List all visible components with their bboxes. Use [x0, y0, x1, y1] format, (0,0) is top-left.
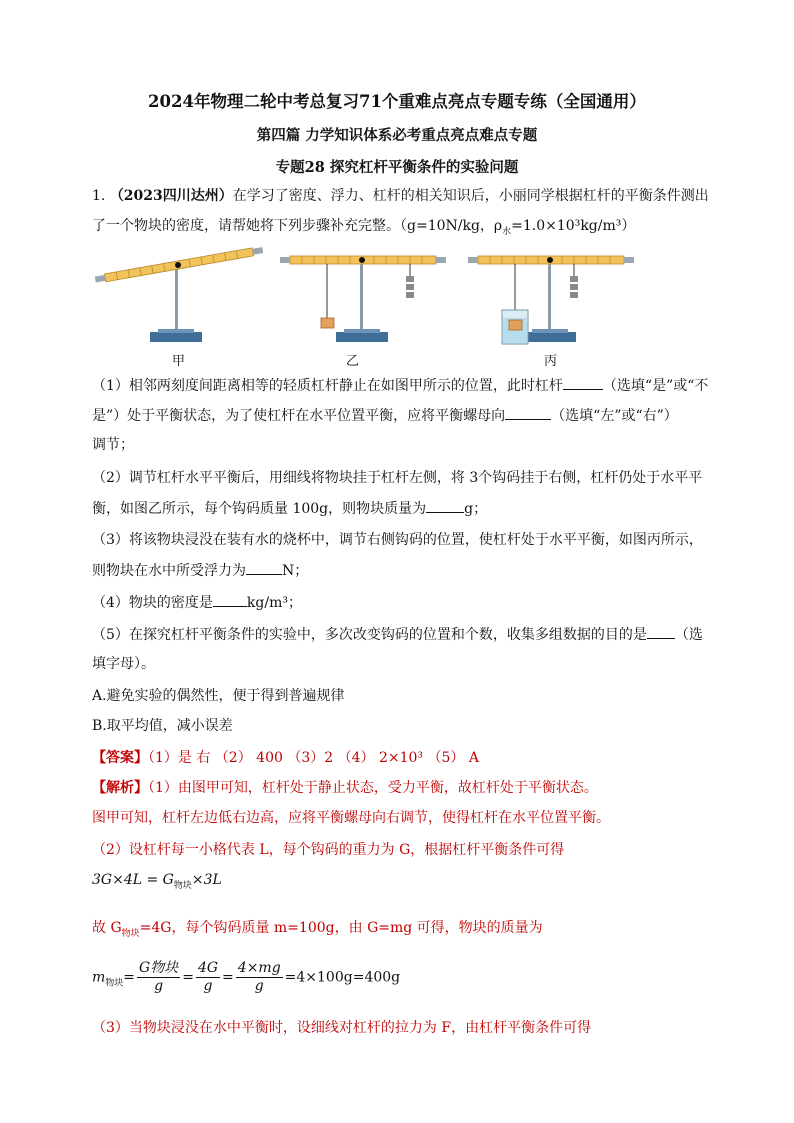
answer-line — [92, 748, 479, 768]
q1-text-d: （选填“左”或“右”） — [551, 408, 678, 424]
q1-text-a: （1）相邻两刻度间距离相等的轻质杠杆静止在如图甲所示的位置，此时杠杆 — [92, 378, 563, 394]
intro-text: 在学习了密度、浮力、杠杆的相关知识后，小丽同学根据杠杆的平衡条件测出 — [232, 188, 709, 204]
analysis-line-3: （2）设杠杆每一小格代表 L，每个钩码的重力为 G，根据杠杆平衡条件可得 — [92, 842, 565, 858]
option-b: B.取平均值，减小误差 — [92, 718, 233, 734]
p4-text-b: =4G，每个钩码质量 m=100g，由 G=mg 可得，物块的质量为 — [139, 920, 543, 936]
eq1-subscript: 物块 — [173, 880, 192, 891]
part-heading: 第四篇 力学知识体系必考重点亮点难点专题 — [256, 127, 538, 144]
analysis-p1: （1）由图甲可知，杠杆处于静止状态，受力平衡，故杠杆处于平衡状态。 — [148, 780, 598, 796]
subquestion-5-line-2: 填字母）。 — [92, 656, 155, 672]
question-source: （2023四川达州） — [109, 188, 233, 204]
eq2-tail: =4×100g=400g — [284, 969, 401, 986]
fraction-1 — [137, 960, 180, 995]
analysis-line-5: （3）当物块浸没在水中平衡时，设细线对杠杆的拉力为 F，由杠杆平衡条件可得 — [92, 1020, 592, 1036]
fraction-2-numerator: 4G — [197, 960, 219, 976]
subquestion-3-line-1: （3）将该物块浸没在装有水的烧杯中，调节右侧钩码的位置，使杠杆处于水平平衡，如图丙所示， — [92, 532, 703, 548]
answer-blank-4[interactable] — [246, 560, 282, 575]
figure-yi — [278, 250, 448, 350]
equation-2: $m_{物块}=$ $\frac{\text{G物块}}{g}$ = $\frac{4G}{g}$ = $\frac{4\times mg}{g}$ =4×100g=400g — [92, 960, 401, 994]
fraction-3-numerator: 4×mg — [237, 960, 281, 976]
subquestion-2-line-2 — [92, 498, 487, 519]
analysis-label: 【解析】 — [92, 780, 148, 796]
q1-text-b: （选填“是”或“不 — [602, 378, 709, 394]
option-a: A.避免实验的偶然性，便于得到普遍规律 — [92, 688, 345, 704]
question-intro-line-1 — [92, 186, 709, 206]
answer-blank-2[interactable] — [505, 405, 551, 420]
subquestion-1-line-1 — [92, 375, 708, 396]
figure-jia — [92, 240, 272, 352]
q2-text-b: 衡，如图乙所示，每个钩码质量 100g，则物块质量为 — [92, 501, 427, 517]
eq1-right: ×3L — [191, 872, 222, 888]
p4-subscript: 物块 — [121, 928, 140, 939]
eq2-subscript: 物块 — [105, 978, 124, 989]
p4-text-a: 故 G — [92, 920, 122, 936]
question-number: 1. — [92, 188, 106, 204]
figure-label-bing: 丙 — [544, 354, 558, 369]
intro-text-2-tail: =1.0×10³kg/m³） — [511, 218, 636, 234]
rho-water-subscript: 水 — [502, 226, 512, 237]
fraction-1-denominator: g — [154, 978, 164, 994]
subquestion-1-line-2 — [92, 405, 678, 426]
q5-text-b: （选 — [674, 627, 703, 643]
eq2-m: m — [92, 969, 106, 986]
intro-text-2: 了一个物块的密度，请帮她将下列步骤补充完整。（g=10N/kg，ρ — [92, 218, 503, 234]
answer-blank-1[interactable] — [563, 375, 603, 390]
q2-text-c: g； — [464, 501, 488, 517]
eq1-left: 3G×4L = G — [92, 872, 174, 888]
analysis-line-1 — [92, 778, 598, 798]
question-intro-line-2 — [92, 216, 635, 242]
answer-blank-6[interactable] — [647, 624, 675, 639]
answer-text: （1）是 右 （2） 400 （3）2 （4） 2×10³ （5） A — [148, 750, 479, 766]
subquestion-3-line-2 — [92, 560, 308, 581]
fraction-3-denominator: g — [254, 978, 264, 994]
subquestion-2-line-1: （2）调节杠杆水平平衡后，用细线将物块挂于杠杆左侧，将 3个钩码挂于右侧，杠杆仍处于水平平 — [92, 470, 703, 486]
q5-text-a: （5）在探究杠杆平衡条件的实验中，多次改变钩码的位置和个数，收集多组数据的目的是 — [92, 627, 647, 643]
figure-label-yi: 乙 — [346, 354, 360, 369]
equation-1 — [92, 872, 222, 891]
q3-text-c: N； — [282, 563, 309, 579]
answer-label: 【答案】 — [92, 750, 148, 766]
document-title: 2024年物理二轮中考总复习71个重难点亮点专题专练（全国通用） — [148, 92, 646, 111]
analysis-line-4 — [92, 918, 543, 944]
subquestion-5-line-1 — [92, 624, 703, 645]
fraction-2-denominator: g — [203, 978, 213, 994]
subquestion-4 — [92, 592, 302, 613]
analysis-line-2: 图甲可知，杠杆左边低右边高，应将平衡螺母向右调节，使得杠杆在水平位置平衡。 — [92, 810, 610, 826]
subquestion-1-line-3: 调节； — [92, 437, 134, 453]
figure-label-jia: 甲 — [172, 354, 186, 369]
q4-text-a: （4）物块的密度是 — [92, 595, 213, 611]
fraction-2 — [196, 960, 220, 995]
fraction-1-numerator: G物块 — [139, 960, 179, 976]
topic-heading: 专题28 探究杠杆平衡条件的实验问题 — [275, 159, 519, 176]
fraction-3 — [236, 960, 283, 995]
answer-blank-5[interactable] — [213, 592, 247, 607]
q1-text-c: 是”）处于平衡状态，为了使杠杆在水平位置平衡，应将平衡螺母向 — [92, 408, 506, 424]
q4-text-b: kg/m³； — [246, 595, 302, 611]
q3-text-b: 则物块在水中所受浮力为 — [92, 563, 246, 579]
answer-blank-3[interactable] — [426, 498, 464, 513]
figure-bing — [466, 250, 636, 350]
